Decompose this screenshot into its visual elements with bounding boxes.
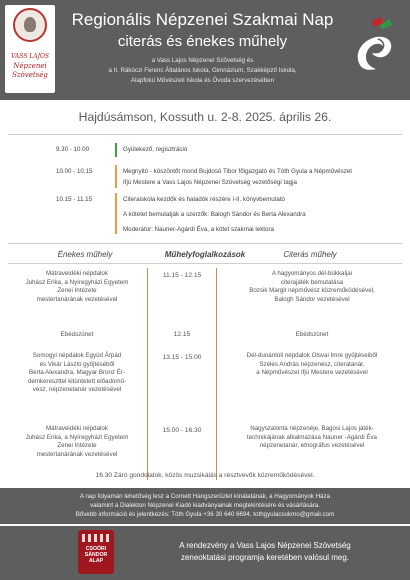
row1-singing-line: Zenei Intézete xyxy=(57,287,97,295)
row1-zither-line: Balogh Sándor vezetésével xyxy=(274,295,350,303)
col-head-singing: Énekes műhely xyxy=(57,250,113,259)
vass-lajos-logo xyxy=(5,5,55,93)
schedule-time-2: 10.00 - 10.15 xyxy=(56,168,93,175)
row3-singing-line: és Vikár László gyűjtéséből xyxy=(39,360,115,368)
logo-line-3: Szövetség xyxy=(12,71,48,79)
schedule-time-3: 10.15 - 11.15 xyxy=(56,196,93,203)
place-date: Hajdúsámson, Kossuth u. 2-8. 2025. április 26. xyxy=(78,110,332,124)
sponsor-line-2: zeneoktatási programja keretében valósul meg. xyxy=(180,553,350,562)
row4-singing xyxy=(8,425,146,459)
row3-singing-line: demkereszttel kitüntetett előadómű- xyxy=(27,377,127,385)
csoori-logo-line: CSOÓRI xyxy=(85,546,107,552)
divider-cols xyxy=(8,263,402,264)
header-banner xyxy=(0,0,410,100)
csoori-sandor-logo xyxy=(78,530,114,574)
row3-zither-line: a Népművészet Ifjú Mestere vezetésével xyxy=(256,369,368,377)
row3-singing-line: Somogyi népdalok Együd Árpád xyxy=(32,352,122,359)
row4-zither-line: Nagyszalonta népzenéje, Bagosi Lajos játék- xyxy=(250,425,374,432)
row3-singing xyxy=(8,352,146,395)
divider-mid xyxy=(8,243,402,244)
row4-singing-line: Juhász Erika, a Nyíregyházi Egyetem xyxy=(25,433,129,441)
row2-zither: Ebédszünet xyxy=(295,331,329,338)
info-line-2: valamint a Dialekton Népzenei Kiadó kiadványainak megtekintésére és vásárlására. xyxy=(90,502,320,509)
row2-singing: Ebédszünet xyxy=(60,331,94,338)
row4-singing-line: Zenei Intézete xyxy=(57,442,97,450)
csoori-logo-line: SÁNDOR xyxy=(84,552,108,558)
schedule-text-3a: Citeraiskola kezdők és haladók részére I-II. könyvbemutató xyxy=(123,196,285,203)
row1-zither-line: A hagyományos dél-bükkaljai xyxy=(271,270,353,277)
page-title: Regionális Népzenei Szakmai Nap xyxy=(71,10,334,29)
row1-time: 11.15 - 12.15 xyxy=(162,272,202,279)
row1-zither-line: Bozsik Margit népművész közreműködésével, xyxy=(249,287,375,295)
schedule-bar-green xyxy=(115,143,117,157)
row3-zither-line: Széles András népzenész, citeratanár, xyxy=(259,360,365,368)
row3-time: 13.15 - 15.00 xyxy=(162,354,202,361)
row4-zither-line: népzenetanár, etnográfus vezetésével xyxy=(259,442,365,450)
row4-zither-line: technikájának alkalmazása Nauner -Agárdi Éva xyxy=(246,433,377,441)
logo-line-1: VASS LAJOS xyxy=(10,53,50,60)
closing-note: 16.30 Záró gondolatok, közös muzsikálás a résztvevők közreműködésével. xyxy=(95,472,315,479)
schedule-text-1: Gyülekező, regisztráció xyxy=(123,146,188,153)
row1-singing xyxy=(8,270,146,304)
info-line-3: Bővebb információ és jelentkezés: Tóth Gyula +36 30 640 6694, tothgyulacsokmo@gmail.com xyxy=(75,511,335,518)
schedule-text-2b: Ifjú Mestere a Vass Lajos Népzenei Szövetség vezetőségi tagja xyxy=(123,179,297,186)
csoori-logo-line: ALAP xyxy=(88,558,104,564)
col-head-zither: Citerás műhely xyxy=(283,250,337,259)
row4-singing-line: mestertanárának vezetésével xyxy=(36,450,118,458)
row1-zither xyxy=(220,270,404,304)
row2-time: 12.15 xyxy=(173,331,191,338)
row3-zither-line: Dél-dunántúli népdalok Olsvai Imre gyűjtéseiből xyxy=(246,352,378,359)
divider-top xyxy=(8,134,402,135)
row4-time: 15.00 - 16.30 xyxy=(162,427,202,434)
row4-zither xyxy=(220,425,404,451)
row3-zither xyxy=(220,352,404,378)
sponsor-line-1: A rendezvény a Vass Lajos Népzenei Szövetség xyxy=(179,541,351,550)
ornament-icon xyxy=(82,534,110,542)
row1-zither-line: citerajáték bemutatása xyxy=(280,278,344,286)
row1-singing-line: mestertanárának vezetésével xyxy=(36,295,118,303)
organizer-line-1: a Vass Lajos Népzenei Szövetség és xyxy=(151,57,254,64)
organizer-line-3: Alapfokú Művészeti Iskola és Óvoda szervezésében xyxy=(130,77,275,84)
col-divider-right xyxy=(216,268,217,480)
portrait-icon xyxy=(13,8,47,42)
schedule-text-2a: Megnyitó - köszöntőt mond Bujdosó Tibor főigazgató és Tóth Gyula a Népművészet xyxy=(123,168,352,175)
row3-singing-line: Berta Alexandra, Magyar Bronz Ér- xyxy=(29,369,125,377)
col-divider-left xyxy=(147,268,148,480)
row4-singing-line: Mátraveidéki népdalok xyxy=(46,425,108,432)
citera-note-icon xyxy=(350,15,400,75)
schedule-text-3c: Moderátor: Nauner-Agárdi Éva, a kötet szakmai lektora xyxy=(123,226,274,233)
row1-singing-line: Juhász Erika, a Nyíregyházi Egyetem xyxy=(25,278,129,286)
csoori-logo-text xyxy=(78,546,114,564)
info-line-1: A nap folyamán lehetőség lesz a Cornett Hangszerüzlet kínálatának, a Hagyományok Háza xyxy=(79,493,331,500)
col-head-workshops: Műhelyfoglalkozások xyxy=(164,250,246,259)
page-subtitle: citerás és énekes műhely xyxy=(117,33,288,50)
logo-line-2: Népzenei xyxy=(13,62,47,70)
organizer-line-2: a II. Rákóczi Ferenc Általános Iskola, Gimnázium, Szakképző Iskola, xyxy=(108,67,297,74)
row1-singing-line: Mátraveidéki népdalok xyxy=(46,270,108,277)
row3-singing-line: vész, népzenetanár vezetésével xyxy=(32,386,122,394)
info-banner xyxy=(0,488,410,524)
schedule-bar-orange-2 xyxy=(115,193,117,234)
schedule-bar-orange-1 xyxy=(115,165,117,188)
schedule-text-3b: A kötetet bemutatják a szerzők: Balogh Sándor és Berta Alexandra xyxy=(123,211,306,218)
schedule-time-1: 9.30 - 10.00 xyxy=(56,146,90,153)
